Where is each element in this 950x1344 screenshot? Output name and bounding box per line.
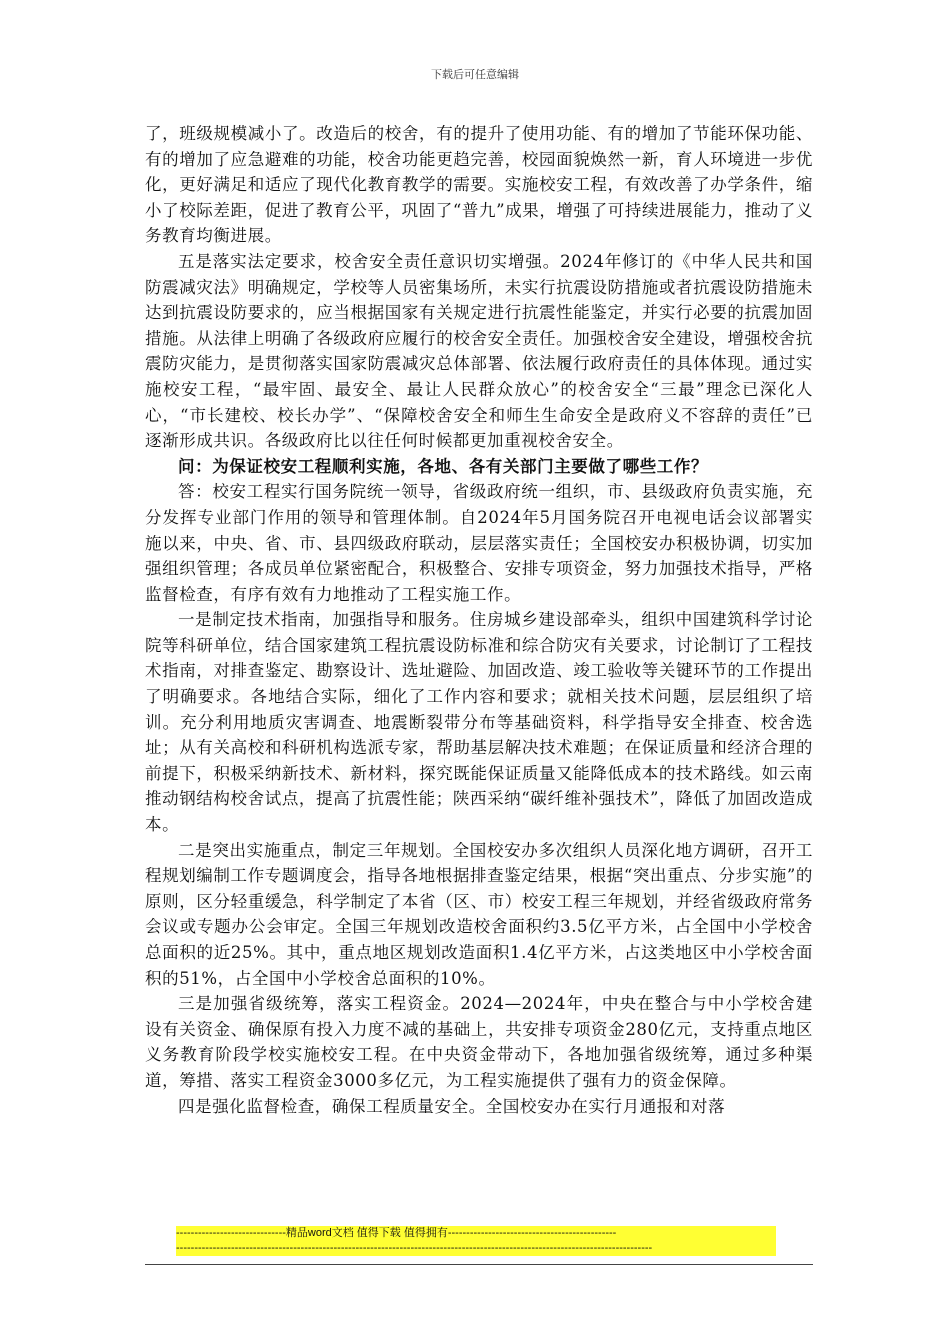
question-heading: 问：为保证校安工程顺利实施，各地、各有关部门主要做了哪些工作？ [178,456,709,476]
paragraph-continuation: 了，班级规模减小了。改造后的校舍，有的提升了使用功能、有的增加了节能环保功能、有的增加了应急避难的功能，校舍功能更趋完善，校园面貌焕然一新，育人环境进一步优化，更好满足和适应了现代化教育教学的需要。实施校安工程，有效改善了办学条件，缩小了校际差距，促进了教育公平，巩固了“普九”成果，增强了可持续进展能力，推动了义务教育均衡进展。 [145,124,813,246]
paragraph-point-four: 四是强化监督检查，确保工程质量安全。全国校安办在实行月通报和对落 [178,1096,726,1116]
footer-banner [176,1226,776,1256]
answer-paragraph: 答：校安工程实行国务院统一领导，省级政府统一组织，市、县级政府负责实施，充分发挥专业部门作用的领导和管理体制。自2024年5月国务院召开电视电话会议部署实施以来，中央、省、市、县四级政府联动，层层落实责任；全国校安办积极协调，切实加强组织管理；各成员单位紧密配合，积极整合、安排专项资金，努力加强技术指导，严格监督检查，有序有效有力地推动了工程实施工作。 [145,482,813,604]
footer-banner-line-2: ---------------------------------------------------------------------------------------------------------------------------------- [176,1242,653,1254]
footer-banner-line-1: ------------------------------精品word文档 值得下载 值得拥有---------------------------------------------- [176,1227,617,1239]
page-header-note: 下载后可任意编辑 [431,68,519,81]
paragraph-point-one: 一是制定技术指南，加强指导和服务。住房城乡建设部牵头，组织中国建筑科学讨论院等科研单位，结合国家建筑工程抗震设防标准和综合防灾有关要求，讨论制订了工程技术指南，对排查鉴定、勘察设计、选址避险、加固改造、竣工验收等关键环节的工作提出了明确要求。各地结合实际，细化了工作内容和要求；就相关技术问题，层层组织了培训。充分利用地质灾害调查、地震断裂带分布等基础资料，科学指导安全排查、校舍选址；从有关高校和科研机构选派专家，帮助基层解决技术难题；在保证质量和经济合理的前提下，积极采纳新技术、新材料，探究既能保证质量又能降低成本的技术路线。如云南推动钢结构校舍试点，提高了抗震性能；陕西采纳“碳纤维补强技术”，降低了加固改造成本。 [145,610,813,835]
footer-divider [145,1264,813,1265]
paragraph-point-two: 二是突出实施重点，制定三年规划。全国校安办多次组织人员深化地方调研，召开工程规划编制工作专题调度会，指导各地根据排查鉴定结果，根据“突出重点、分步实施”的原则，区分轻重缓急，科学制定了本省（区、市）校安工程三年规划，并经省级政府常务会议或专题办公会审定。全国三年规划改造校舍面积约3.5亿平方米，占全国中小学校舍总面积的近25%。其中，重点地区规划改造面积1.4亿平方米，占这类地区中小学校舍面积的51%，占全国中小学校舍总面积的10%。 [145,840,813,988]
paragraph-point-five: 五是落实法定要求，校舍安全责任意识切实增强。2024年修订的《中华人民共和国防震减灾法》明确规定，学校等人员密集场所，未实行抗震设防措施或者抗震设防措施未达到抗震设防要求的，应当根据国家有关规定进行抗震性能鉴定，并实行必要的抗震加固措施。从法律上明确了各级政府应履行的校舍安全责任。加强校舍安全建设，增强校舍抗震防灾能力，是贯彻落实国家防震减灾总体部署、依法履行政府责任的具体体现。通过实施校安工程，“最牢固、最安全、最让人民群众放心”的校舍安全“三最”理念已深化人心，“市长建校、校长办学”、“保障校舍安全和师生生命安全是政府义不容辞的责任”已逐渐形成共识。各级政府比以往任何时候都更加重视校舍安全。 [145,251,813,451]
paragraph-point-three: 三是加强省级统筹，落实工程资金。2024—2024年，中央在整合与中小学校舍建设有关资金、确保原有投入力度不减的基础上，共安排专项资金280亿元，支持重点地区义务教育阶段学校实施校安工程。在中央资金带动下，各地加强省级统筹，通过多种渠道，筹措、落实工程资金3000多亿元，为工程实施提供了强有力的资金保障。 [145,994,813,1090]
document-body [145,121,813,1119]
